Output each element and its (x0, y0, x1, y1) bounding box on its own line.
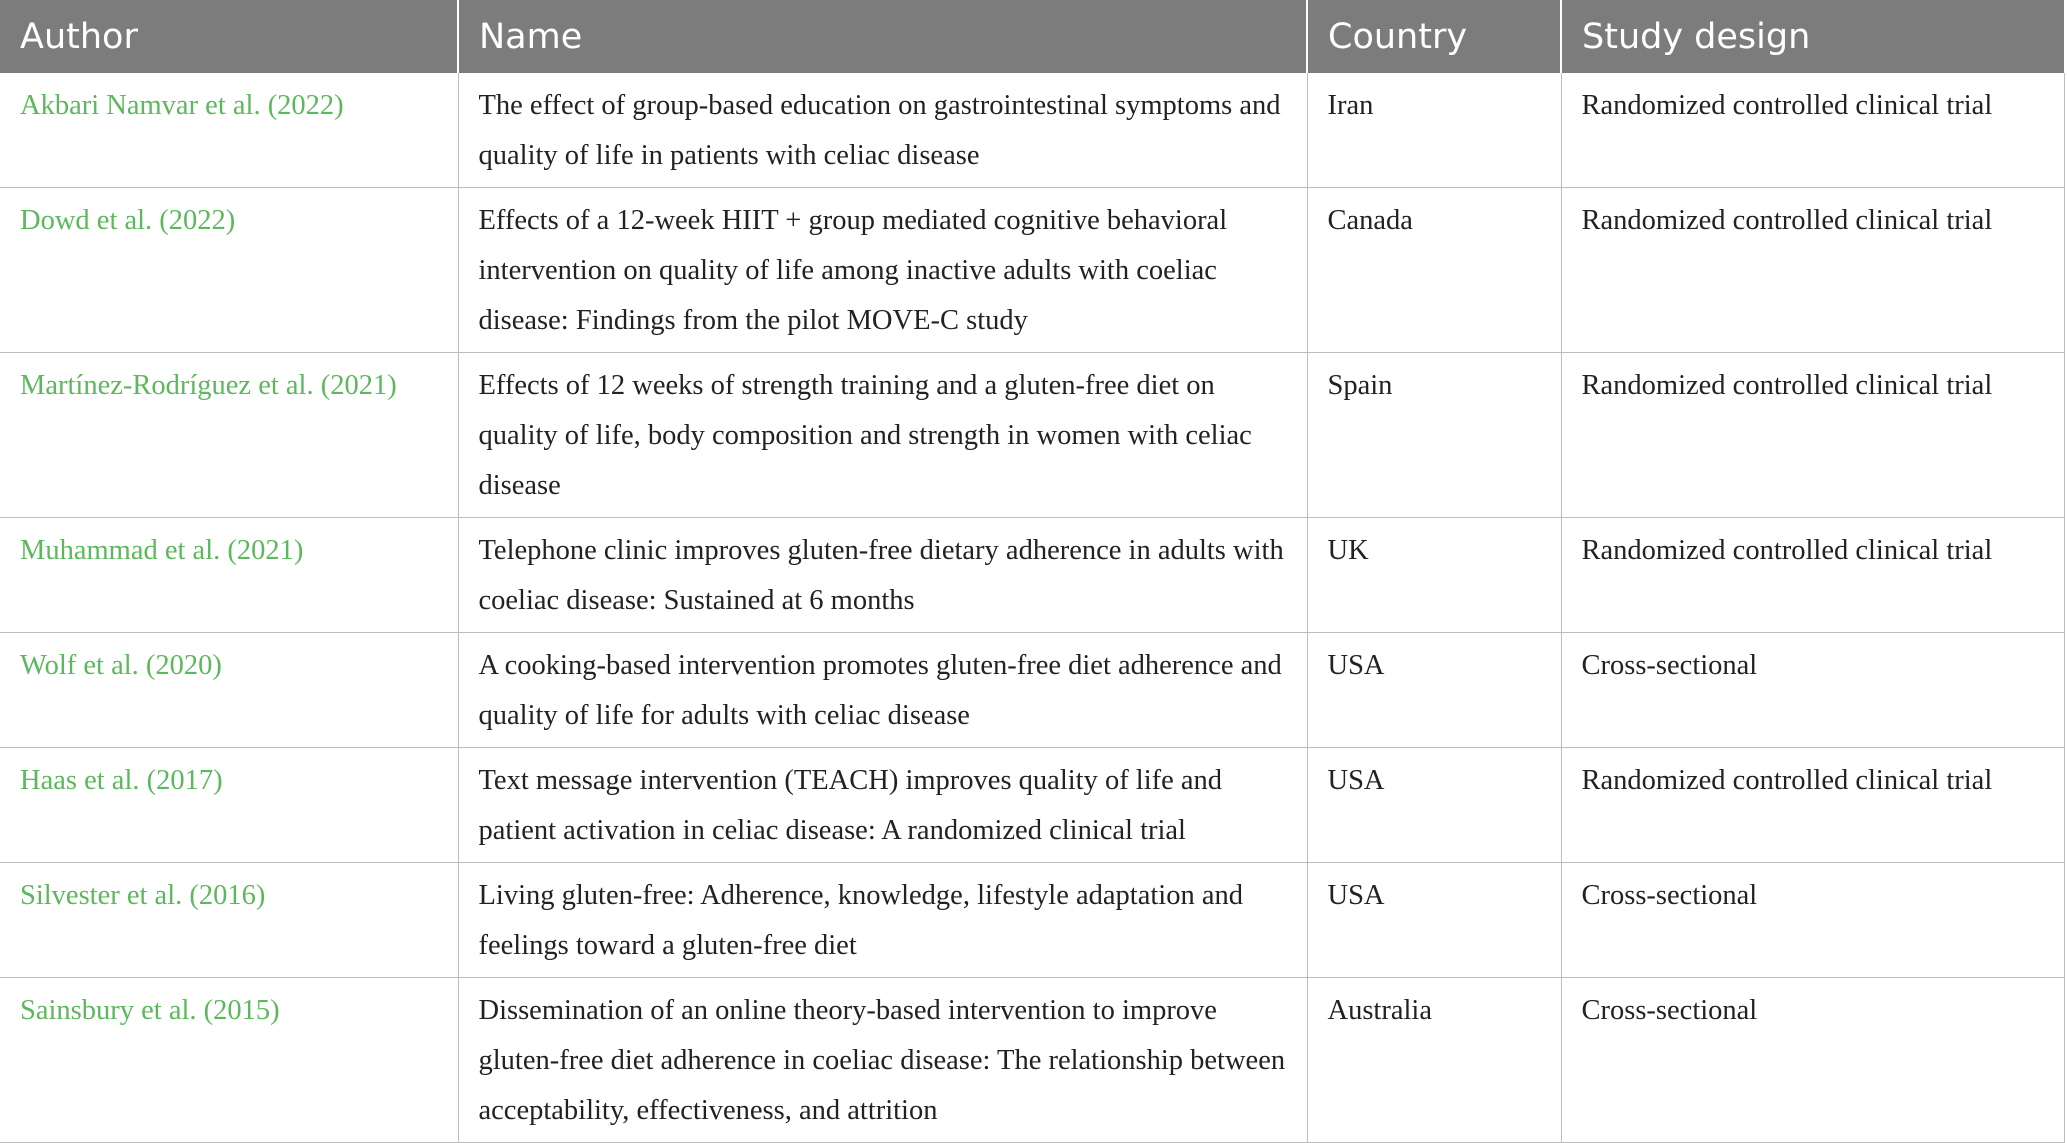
author-link[interactable]: Sainsbury et al. (2015) (0, 978, 458, 1143)
column-header-country: Country (1307, 0, 1561, 73)
table-body (0, 73, 2064, 1143)
author-link[interactable]: Martínez-Rodríguez et al. (2021) (0, 353, 458, 518)
author-link[interactable]: Dowd et al. (2022) (0, 188, 458, 353)
column-header-name: Name (458, 0, 1307, 73)
author-link[interactable]: Wolf et al. (2020) (0, 633, 458, 748)
study-design-cell: Randomized controlled clinical trial (1561, 353, 2064, 518)
header-row (0, 0, 2064, 73)
study-design-cell: Cross-sectional (1561, 633, 2064, 748)
country-cell: Iran (1307, 73, 1561, 188)
table-row (0, 748, 2064, 863)
table-row (0, 633, 2064, 748)
author-link[interactable]: Akbari Namvar et al. (2022) (0, 73, 458, 188)
table-row (0, 863, 2064, 978)
table-row (0, 188, 2064, 353)
table-row (0, 353, 2064, 518)
author-link[interactable]: Haas et al. (2017) (0, 748, 458, 863)
study-design-cell: Randomized controlled clinical trial (1561, 188, 2064, 353)
country-cell: USA (1307, 863, 1561, 978)
author-link[interactable]: Muhammad et al. (2021) (0, 518, 458, 633)
table-header (0, 0, 2064, 73)
study-name: Effects of a 12-week HIIT + group mediated cognitive behavioral intervention on quality of life among inactive adults with coeliac disease: Findings from the pilot MOVE-C study (458, 188, 1307, 353)
study-name: Effects of 12 weeks of strength training and a gluten-free diet on quality of life, body composition and strength in women with celiac disease (458, 353, 1307, 518)
study-design-cell: Randomized controlled clinical trial (1561, 73, 2064, 188)
study-design-cell: Randomized controlled clinical trial (1561, 518, 2064, 633)
study-name: A cooking-based intervention promotes gluten-free diet adherence and quality of life for adults with celiac disease (458, 633, 1307, 748)
study-design-cell: Randomized controlled clinical trial (1561, 748, 2064, 863)
country-cell: Spain (1307, 353, 1561, 518)
study-design-cell: Cross-sectional (1561, 978, 2064, 1143)
table-row (0, 73, 2064, 188)
study-design-cell: Cross-sectional (1561, 863, 2064, 978)
country-cell: Australia (1307, 978, 1561, 1143)
country-cell: USA (1307, 633, 1561, 748)
column-header-study-design: Study design (1561, 0, 2064, 73)
study-name: The effect of group-based education on gastrointestinal symptoms and quality of life in patients with celiac disease (458, 73, 1307, 188)
table-row (0, 978, 2064, 1143)
study-name: Living gluten-free: Adherence, knowledge, lifestyle adaptation and feelings toward a gluten-free diet (458, 863, 1307, 978)
country-cell: USA (1307, 748, 1561, 863)
author-link[interactable]: Silvester et al. (2016) (0, 863, 458, 978)
column-header-author: Author (0, 0, 458, 73)
country-cell: UK (1307, 518, 1561, 633)
study-name: Telephone clinic improves gluten-free dietary adherence in adults with coeliac disease: Sustained at 6 months (458, 518, 1307, 633)
study-name: Text message intervention (TEACH) improves quality of life and patient activation in celiac disease: A randomized clinical trial (458, 748, 1307, 863)
table-row (0, 518, 2064, 633)
country-cell: Canada (1307, 188, 1561, 353)
study-name: Dissemination of an online theory-based intervention to improve gluten-free diet adherence in coeliac disease: The relationship between acceptability, effectiveness, and attrition (458, 978, 1307, 1143)
